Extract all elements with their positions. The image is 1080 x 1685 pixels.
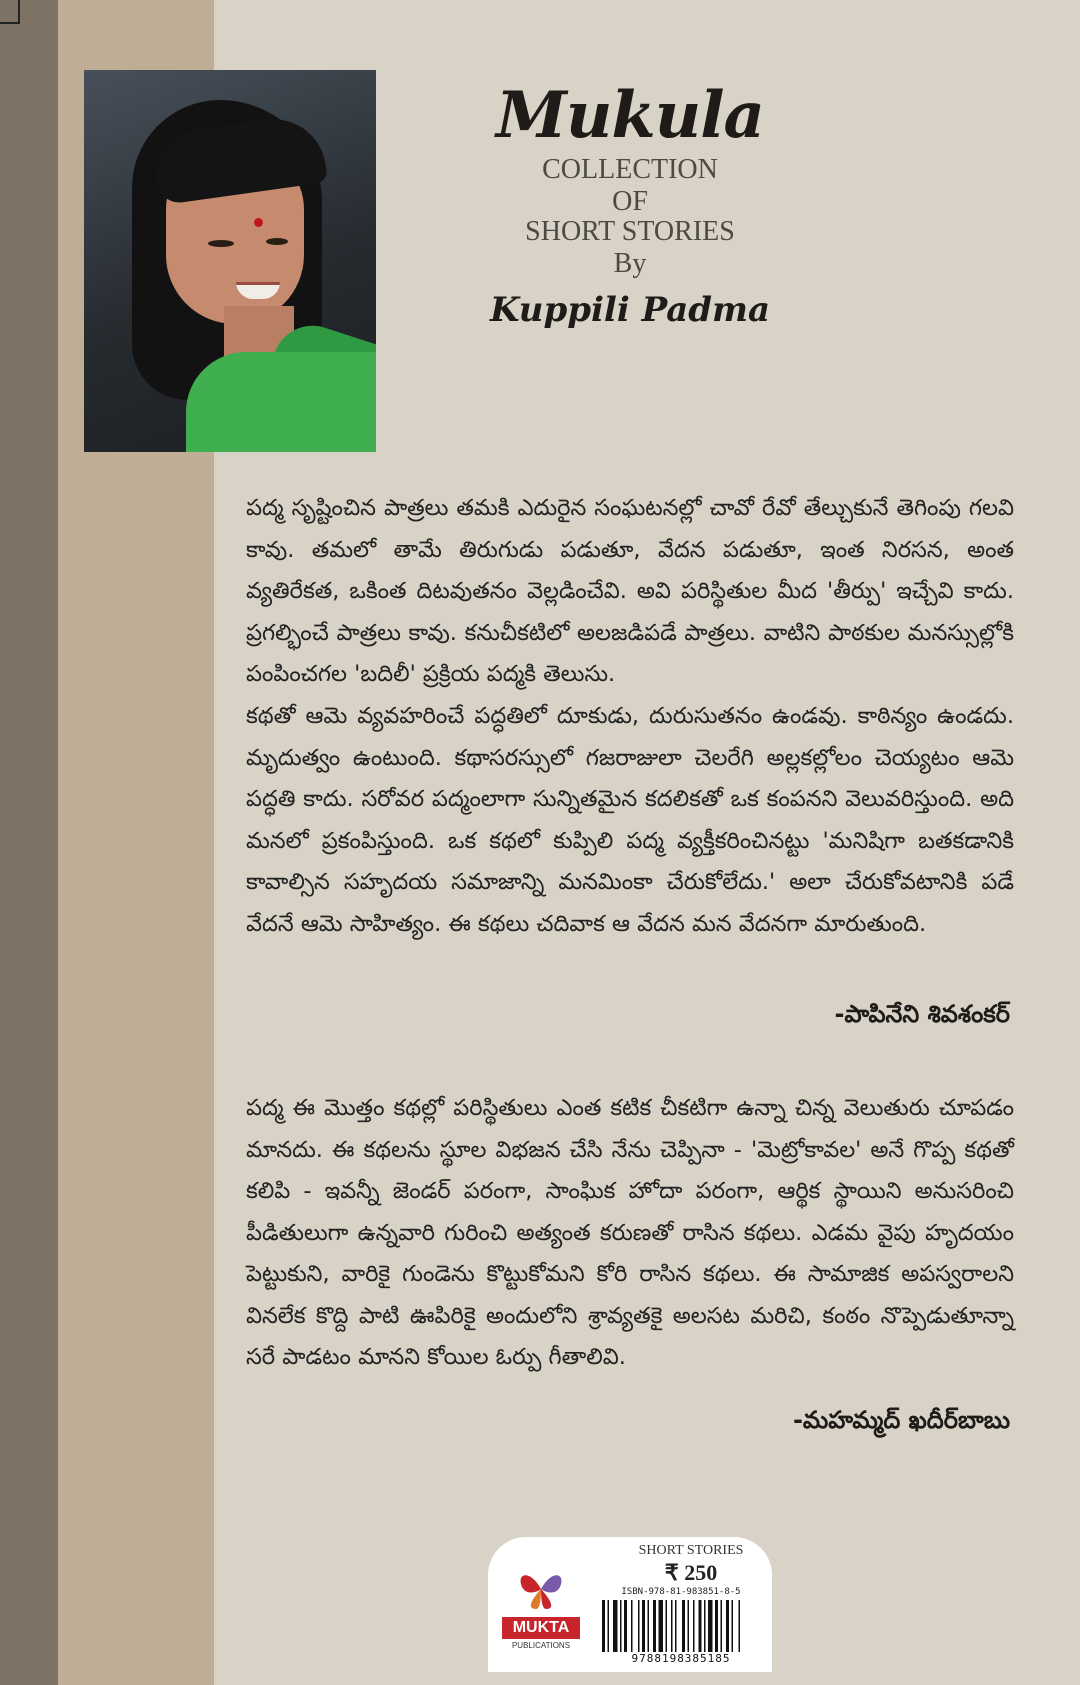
barcode <box>600 1600 762 1652</box>
publisher-logo-subtext: PUBLICATIONS <box>511 1641 571 1650</box>
subtitle-line-3: SHORT STORIES <box>525 216 735 247</box>
price: ₹ 250 <box>664 1560 718 1585</box>
publisher-logo-text: MUKTA <box>502 1617 580 1639</box>
blurb-2-signature: -మహమ్మద్ ఖదీర్‌బాబు <box>792 1406 1010 1434</box>
blurb-1-signature: -పాపినేని శివశంకర్ <box>834 1000 1010 1028</box>
spine-dark-strip <box>0 0 58 1685</box>
category-label: SHORT STORIES <box>638 1543 744 1558</box>
blurb-1-paragraph-1: పద్మ సృష్టించిన పాత్రలు తమకి ఎదురైన సంఘటనల్లో చావో రేవో తేల్చుకునే తెగింపు గలవి కావు. తమలో తామే తిరుగుడు పడుతూ, వేదన పడుతూ, ఇంత నిరసన, అంత వ్యతిరేకత, ఒకింత దిటవుతనం వెల్లడించేవి. అవి పరిస్థితుల మీద 'తీర్పు' ఇచ్చేవి కాదు. ప్రగల్భించే పాత్రలు కావు. కనుచీకటిలో అలజడిపడే పాత్రలు. వాటిని పాఠకుల మనస్సుల్లోకి పంపించగల 'బదిలీ' ప్రక్రియ పద్మకి తెలుసు. <box>246 495 1014 687</box>
blurb-2-paragraph-1: పద్మ ఈ మొత్తం కథల్లో పరిస్థితులు ఎంత కటిక చీకటిగా ఉన్నా చిన్న వెలుతురు చూపడం మానదు. ఈ కథలను స్థూల విభజన చేసి నేను చెప్పినా - 'మెట్రోకావల' అనే గొప్ప కథతో కలిపి - ఇవన్నీ జెండర్ పరంగా, సాంఘిక హోదా పరంగా, ఆర్థిక స్థాయిని అనుసరించి పీడితులుగా ఉన్నవారి గురించి అత్యంత కరుణతో రాసిన కథలు. ఎడమ వైపు హృదయం పెట్టుకుని, వారికై గుండెను కొట్టుకోమని కోరి రాసిన కథలు. ఈ సామాజిక అపస్వరాలని వినలేక కొద్ది పాటి ఊపిరికై అందులోని శ్రావ్యతకై అలసట మరిచి, కంఠం నొప్పెడుతూన్నా సరే పాడటం మానని కోయిల ఓర్పు గీతాలివి. <box>246 1095 1014 1370</box>
crop-mark <box>0 0 20 24</box>
subtitle-line-1: COLLECTION <box>542 154 718 185</box>
book-title: Mukula <box>495 78 765 153</box>
blurb-1-paragraph-2: కథతో ఆమె వ్యవహరించే పద్ధతిలో దూకుడు, దురుసుతనం ఉండవు. కాఠిన్యం ఉండదు. మృదుత్వం ఉంటుంది. కథాసరస్సులో గజరాజులా చెలరేగి అల్లకల్లోలం చెయ్యటం ఆమె పద్ధతి కాదు. సరోవర పద్మంలాగా సున్నితమైన కదలికతో ఒక కంపనని వెలువరిస్తుంది. అది మనలో ప్రకంపిస్తుంది. ఒక కథలో కుప్పిలి పద్మ వ్యక్తీకరించినట్టు 'మనిషిగా బతకడానికి కావాల్సిన సహృదయ సమాజాన్ని మనమింకా చేరుకోలేదు.' అలా చేరుకోవటానికి పడే వేదనే ఆమె సాహిత్యం. ఈ కథలు చదివాక ఆ వేదన మన వేదనగా మారుతుంది. <box>246 703 1014 937</box>
author-photo <box>84 70 376 452</box>
subtitle-line-4: By <box>613 248 647 279</box>
publisher-logo <box>502 1565 580 1663</box>
author-name: Kuppili Padma <box>489 290 771 330</box>
barcode-digits: 9788198385185 <box>631 1652 731 1665</box>
subtitle-line-2: OF <box>612 186 648 217</box>
isbn: ISBN-978-81-983851-8-5 <box>621 1587 741 1597</box>
butterfly-icon <box>514 1565 568 1613</box>
